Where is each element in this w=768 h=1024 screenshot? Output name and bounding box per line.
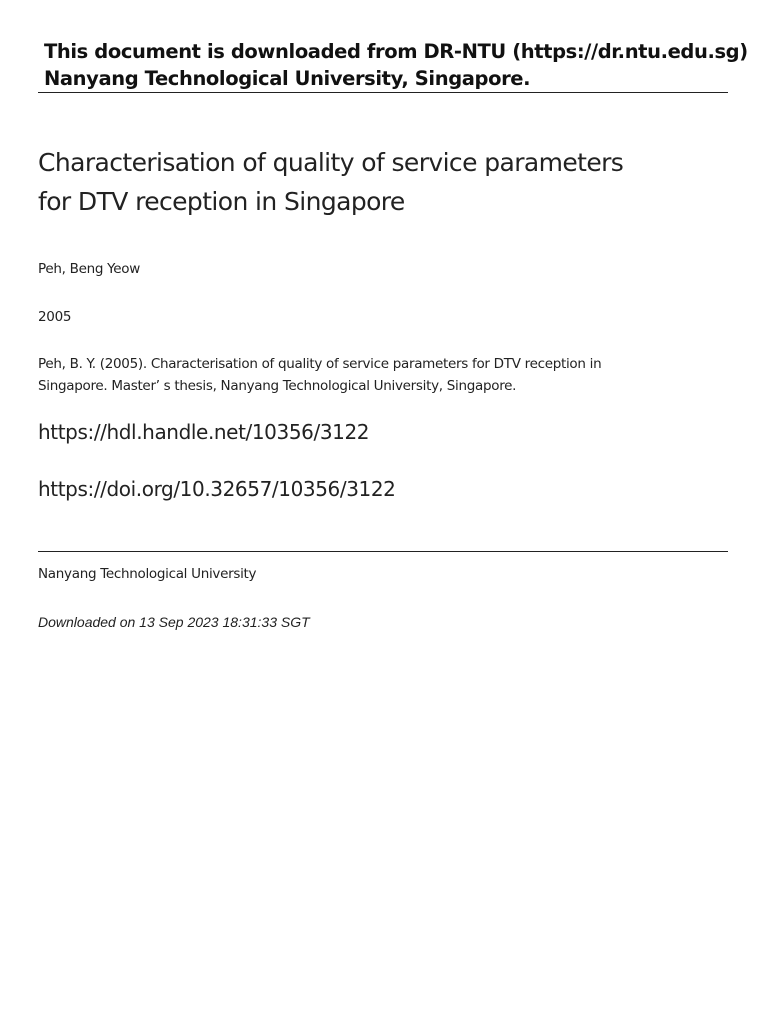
citation-line-2: Singapore. Master’ s thesis, Nanyang Technological University, Singapore. — [38, 378, 517, 394]
document-title-line-2: for DTV reception in Singapore — [38, 187, 405, 216]
publication-year: 2005 — [38, 309, 72, 325]
document-title — [38, 143, 698, 221]
handle-link[interactable]: https://hdl.handle.net/10356/3122 — [38, 420, 370, 444]
footer-divider — [38, 551, 728, 552]
author-name: Peh, Beng Yeow — [38, 261, 140, 277]
download-notice-line-1: This document is downloaded from DR‑NTU (https://dr.ntu.edu.sg) — [44, 40, 748, 63]
publisher-name: Nanyang Technological University — [38, 566, 257, 582]
citation-line-1: Peh, B. Y. (2005). Characterisation of quality of service parameters for DTV reception in — [38, 356, 602, 372]
document-title-line-1: Characterisation of quality of service parameters — [38, 148, 624, 177]
citation — [38, 353, 601, 397]
download-timestamp: Downloaded on 13 Sep 2023 18:31:33 SGT — [38, 614, 310, 630]
header-divider — [38, 92, 728, 93]
download-notice — [44, 38, 748, 92]
doi-link[interactable]: https://doi.org/10.32657/10356/3122 — [38, 477, 396, 501]
download-notice-line-2: Nanyang Technological University, Singapore. — [44, 67, 531, 90]
